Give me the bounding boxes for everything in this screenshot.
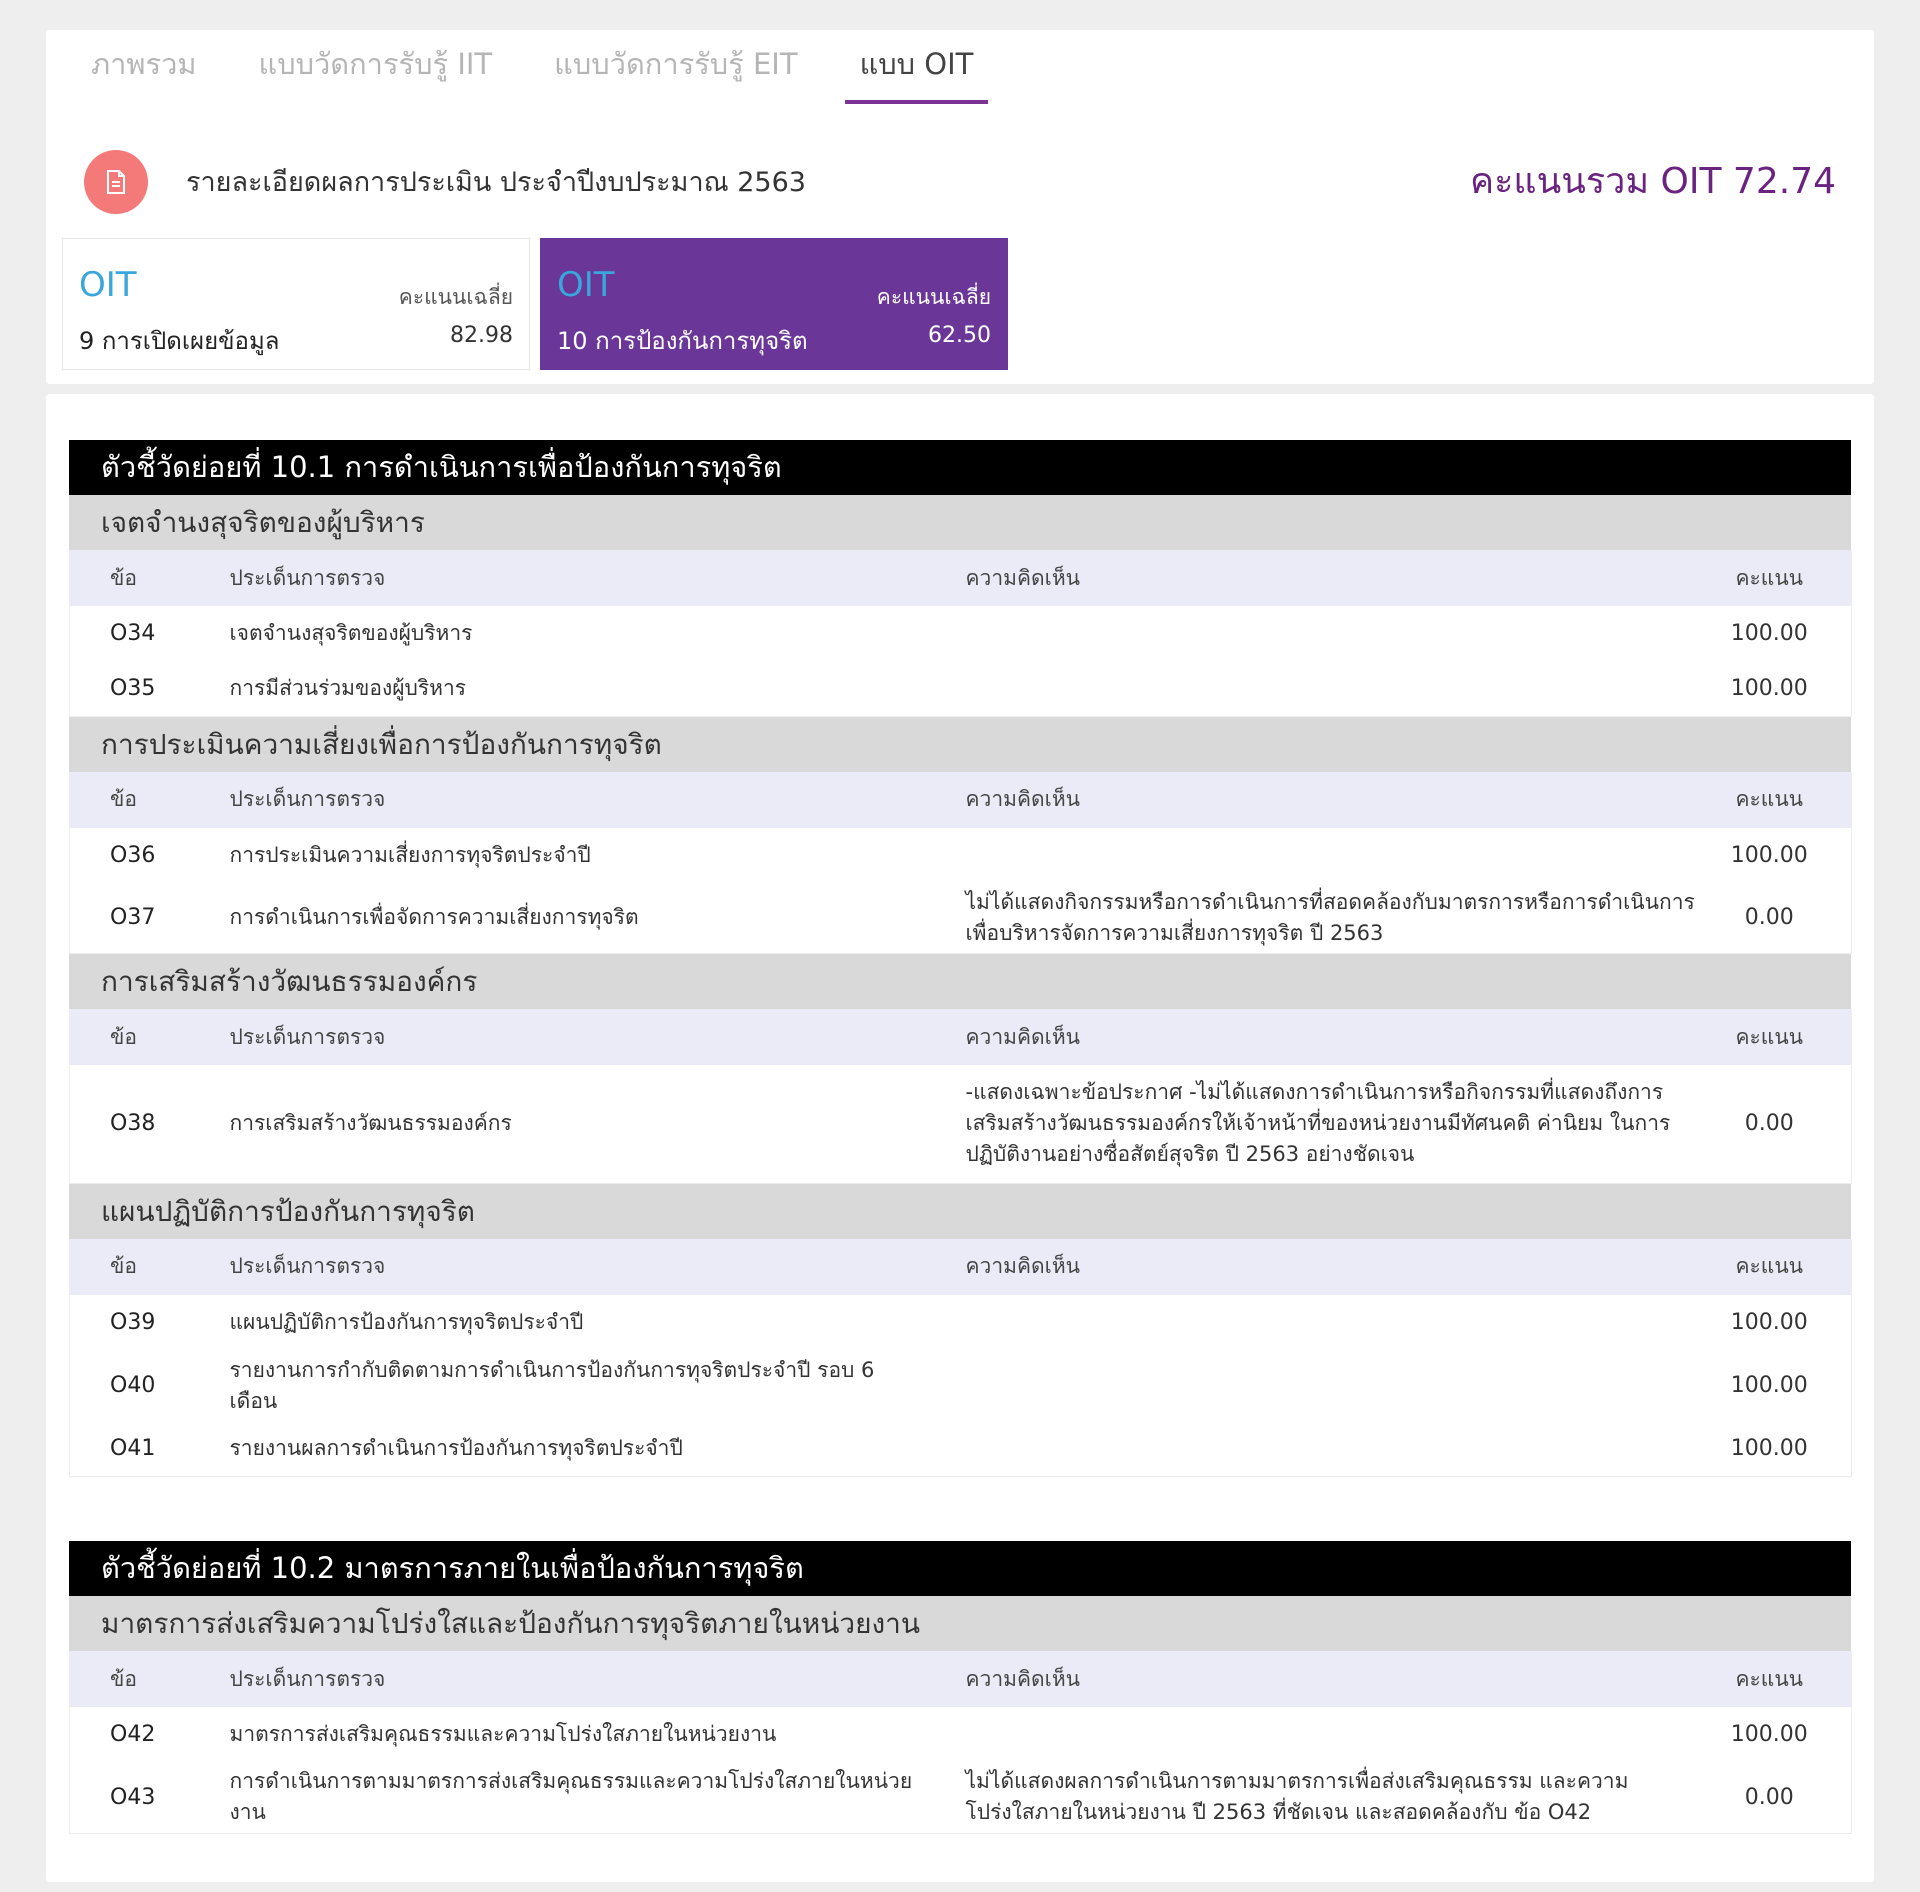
row-score: 100.00 — [1730, 842, 1808, 868]
row-item: แผนปฏิบัติการป้องกันการทุจริตประจำปี — [229, 1309, 584, 1334]
row-comment — [966, 1350, 1728, 1422]
header-comment: ความคิดเห็น — [966, 550, 1728, 606]
header-score: คะแนน — [1728, 1651, 1852, 1707]
group-title: การเสริมสร้างวัฒนธรรมองค์กร — [69, 954, 1851, 1009]
row-score: 100.00 — [1730, 1722, 1808, 1747]
header-score: คะแนน — [1728, 1009, 1852, 1065]
row-no: O36 — [110, 842, 156, 868]
header-item: ประเด็นการตรวจ — [230, 550, 966, 606]
table-row — [70, 828, 1852, 883]
row-score: 0.00 — [1744, 1784, 1794, 1810]
criteria-table — [69, 1009, 1852, 1184]
header-score: คะแนน — [1728, 550, 1852, 606]
card-average-label: คะแนนเฉลี่ย — [398, 285, 513, 309]
table-row — [70, 1762, 1852, 1833]
row-no: O34 — [110, 621, 156, 646]
group-title: เจตจำนงสุจริตของผู้บริหาร — [69, 495, 1851, 550]
row-no: O38 — [110, 1111, 156, 1137]
row-score: 100.00 — [1730, 621, 1808, 646]
row-comment — [966, 661, 1728, 716]
header-no: ข้อ — [70, 772, 230, 828]
indicator-card-10[interactable] — [540, 238, 1008, 370]
table-row — [70, 883, 1852, 954]
row-comment — [966, 1422, 1728, 1477]
row-item: รายงานการกำกับติดตามการดำเนินการป้องกันการทุจริตประจำปี รอบ 6 เดือน — [229, 1357, 875, 1413]
row-no: O43 — [110, 1784, 156, 1810]
table-row — [70, 1707, 1852, 1762]
group-title: มาตรการส่งเสริมความโปร่งใสและป้องกันการทุจริตภายในหน่วยงาน — [69, 1596, 1851, 1651]
table-row — [70, 1065, 1852, 1183]
header-comment: ความคิดเห็น — [966, 1651, 1728, 1707]
row-comment: ไม่ได้แสดงกิจกรรมหรือการดำเนินการที่สอดคล้องกับมาตรการหรือการดำเนินการเพื่อบริหารจัดการความเสี่ยงการทุจริต ปี 2563 — [965, 889, 1695, 945]
card-name: 10 การป้องกันการทุจริต — [557, 327, 808, 355]
row-item: การดำเนินการตามมาตรการส่งเสริมคุณธรรมและความโปร่งใสภายในหน่วยงาน — [229, 1769, 913, 1825]
row-no: O35 — [110, 675, 156, 701]
row-item: เจตจำนงสุจริตของผู้บริหาร — [229, 621, 473, 645]
row-no: O40 — [110, 1373, 156, 1398]
row-item: การดำเนินการเพื่อจัดการความเสี่ยงการทุจริต — [229, 905, 639, 930]
row-comment: -แสดงเฉพาะข้อประกาศ -ไม่ได้แสดงการดำเนินการหรือกิจกรรมที่แสดงถึงการเสริมสร้างวัฒนธรรมองค์กรให้เจ้าหน้าที่ของหน่วยงานมีทัศนคติ ค่านิยม ในการปฏิบัติงานอย่างซื่อสัตย์สุจริต ปี 2563 อย่างชัดเจน — [965, 1080, 1671, 1167]
card-name: 9 การเปิดเผยข้อมูล — [79, 327, 280, 355]
row-comment — [966, 1707, 1728, 1762]
criteria-table — [69, 772, 1852, 955]
summary-card — [46, 30, 1874, 384]
section-10-1 — [69, 440, 1851, 1477]
table-row — [70, 606, 1852, 661]
group-title: แผนปฏิบัติการป้องกันการทุจริต — [69, 1184, 1851, 1239]
row-score: 0.00 — [1744, 905, 1794, 931]
tab-overview[interactable]: ภาพรวม — [91, 47, 197, 81]
card-score: 82.98 — [450, 323, 513, 348]
table-row — [70, 1422, 1852, 1477]
header-no: ข้อ — [70, 1239, 230, 1295]
header-item: ประเด็นการตรวจ — [230, 1239, 966, 1295]
header-item: ประเด็นการตรวจ — [230, 772, 966, 828]
row-comment — [966, 606, 1728, 661]
header-score: คะแนน — [1728, 772, 1852, 828]
indicator-card-9[interactable] — [62, 238, 530, 370]
header-no: ข้อ — [70, 1009, 230, 1065]
row-score: 100.00 — [1730, 1373, 1808, 1398]
criteria-table — [69, 1651, 1852, 1834]
tab-iit[interactable]: แบบวัดการรับรู้ IIT — [258, 47, 493, 81]
card-average-label: คะแนนเฉลี่ย — [876, 285, 991, 309]
detail-card — [46, 394, 1874, 1882]
row-no: O41 — [110, 1436, 156, 1462]
row-score: 0.00 — [1744, 1111, 1794, 1137]
row-comment — [966, 828, 1728, 883]
group-title: การประเมินความเสี่ยงเพื่อการป้องกันการทุจริต — [69, 717, 1851, 772]
header-comment: ความคิดเห็น — [966, 1239, 1728, 1295]
table-row — [70, 1295, 1852, 1350]
row-comment: ไม่ได้แสดงผลการดำเนินการตามมาตรการเพื่อส่งเสริมคุณธรรม และความโปร่งใสภายในหน่วยงาน ปี 2563 ที่ชัดเจน และสอดคล้องกับ ข้อ O42 — [965, 1769, 1629, 1825]
row-item: มาตรการส่งเสริมคุณธรรมและความโปร่งใสภายในหน่วยงาน — [229, 1722, 777, 1746]
header-score: คะแนน — [1728, 1239, 1852, 1295]
tab-eit[interactable]: แบบวัดการรับรู้ EIT — [554, 47, 798, 81]
card-tag: OIT — [557, 265, 615, 305]
row-no: O37 — [110, 905, 156, 931]
section-10-2 — [69, 1541, 1851, 1834]
row-item: รายงานผลการดำเนินการป้องกันการทุจริตประจำปี — [229, 1436, 683, 1461]
row-comment — [966, 1295, 1728, 1350]
header-item: ประเด็นการตรวจ — [230, 1009, 966, 1065]
row-item: การเสริมสร้างวัฒนธรรมองค์กร — [229, 1111, 512, 1136]
total-score: คะแนนรวม OIT 72.74 — [1469, 161, 1836, 202]
row-score: 100.00 — [1730, 1309, 1808, 1335]
row-score: 100.00 — [1730, 675, 1808, 701]
table-row — [70, 1350, 1852, 1422]
report-title: รายละเอียดผลการประเมิน ประจำปีงบประมาณ 2563 — [186, 167, 806, 198]
row-score: 100.00 — [1730, 1436, 1808, 1462]
criteria-table — [69, 1239, 1852, 1478]
header-comment: ความคิดเห็น — [966, 1009, 1728, 1065]
tab-bar — [76, 30, 1020, 104]
header-item: ประเด็นการตรวจ — [230, 1651, 966, 1707]
card-score: 62.50 — [928, 323, 991, 348]
row-no: O42 — [110, 1722, 156, 1747]
table-row — [70, 661, 1852, 716]
header-no: ข้อ — [70, 1651, 230, 1707]
row-item: การประเมินความเสี่ยงการทุจริตประจำปี — [229, 842, 591, 867]
card-tag: OIT — [79, 265, 137, 305]
criteria-table — [69, 550, 1852, 717]
header-comment: ความคิดเห็น — [966, 772, 1728, 828]
section-title: ตัวชี้วัดย่อยที่ 10.2 มาตรการภายในเพื่อป้องกันการทุจริต — [69, 1541, 1851, 1596]
tab-oit[interactable]: แบบ OIT — [845, 30, 989, 104]
header-no: ข้อ — [70, 550, 230, 606]
section-title: ตัวชี้วัดย่อยที่ 10.1 การดำเนินการเพื่อป้องกันการทุจริต — [69, 440, 1851, 495]
row-no: O39 — [110, 1309, 156, 1335]
document-icon — [84, 150, 148, 214]
row-item: การมีส่วนร่วมของผู้บริหาร — [229, 675, 467, 700]
